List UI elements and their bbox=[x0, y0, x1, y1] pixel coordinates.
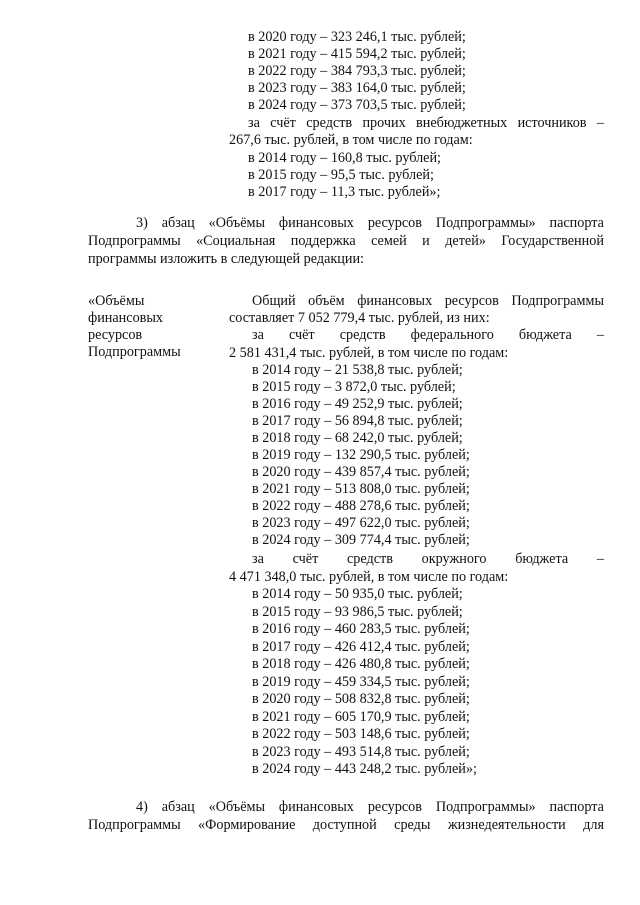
word: бюджета bbox=[515, 551, 569, 567]
word: «Объёмы bbox=[208, 215, 266, 231]
word: Подпрограммы» bbox=[435, 215, 536, 231]
district-year-line: в 2015 году – 93 986,5 тыс. рублей; bbox=[252, 604, 463, 620]
word: абзац bbox=[161, 799, 195, 815]
federal-year-line: в 2015 году – 3 872,0 тыс. рублей; bbox=[252, 379, 456, 395]
other-year-line: в 2014 году – 160,8 тыс. рублей; bbox=[248, 150, 441, 166]
para3-line3: программы изложить в следующей редакции: bbox=[88, 251, 364, 267]
word: за bbox=[252, 327, 264, 343]
word: средств bbox=[306, 115, 353, 131]
district-year-line: в 2014 году – 50 935,0 тыс. рублей; bbox=[252, 586, 463, 602]
word: ресурсов bbox=[367, 799, 422, 815]
word: средств bbox=[339, 327, 386, 343]
federal-year-line: в 2022 году – 488 278,6 тыс. рублей; bbox=[252, 498, 470, 514]
word: Государственной bbox=[501, 233, 604, 249]
word: финансовых bbox=[278, 799, 354, 815]
federal-year-line: в 2014 году – 21 538,8 тыс. рублей; bbox=[252, 362, 463, 378]
federal-year-line: в 2023 году – 497 622,0 тыс. рублей; bbox=[252, 515, 470, 531]
word: среды bbox=[394, 817, 431, 833]
word: жизнедеятельности bbox=[447, 817, 566, 833]
word: 3) bbox=[136, 215, 148, 231]
federal-year-line: в 2017 году – 56 894,8 тыс. рублей; bbox=[252, 413, 463, 429]
para3-line1 bbox=[136, 215, 604, 232]
district-year-line: в 2022 году – 503 148,6 тыс. рублей; bbox=[252, 726, 470, 742]
word: федерального bbox=[410, 327, 494, 343]
federal-line bbox=[252, 327, 604, 344]
other-year-line: в 2015 году – 95,5 тыс. рублей; bbox=[248, 167, 434, 183]
district-year-line: в 2021 году – 605 170,9 тыс. рублей; bbox=[252, 709, 470, 725]
word: семей bbox=[371, 233, 407, 249]
word: и bbox=[422, 233, 430, 249]
word: абзац bbox=[161, 215, 195, 231]
federal-year-line: в 2018 году – 68 242,0 тыс. рублей; bbox=[252, 430, 463, 446]
para3-line2 bbox=[88, 233, 604, 250]
word: прочих bbox=[362, 115, 406, 131]
district-line bbox=[252, 551, 604, 568]
word: ресурсов bbox=[367, 215, 422, 231]
word: 4) bbox=[136, 799, 148, 815]
district-year-line: в 2024 году – 443 248,2 тыс. рублей»; bbox=[252, 761, 477, 777]
word: «Объёмы bbox=[208, 799, 266, 815]
para4-line1 bbox=[136, 799, 604, 816]
word: Подпрограммы» bbox=[435, 799, 536, 815]
word: детей» bbox=[445, 233, 486, 249]
word: паспорта bbox=[549, 215, 604, 231]
district-year-line: в 2019 году – 459 334,5 тыс. рублей; bbox=[252, 674, 470, 690]
word: доступной bbox=[312, 817, 377, 833]
district-cont: 4 471 348,0 тыс. рублей, в том числе по годам: bbox=[229, 569, 509, 585]
word: для bbox=[583, 817, 604, 833]
word: поддержка bbox=[290, 233, 356, 249]
federal-year-line: в 2016 году – 49 252,9 тыс. рублей; bbox=[252, 396, 463, 412]
word: – bbox=[596, 327, 604, 343]
word: «Формирование bbox=[198, 817, 296, 833]
word: счёт bbox=[270, 115, 296, 131]
table-left-label: «Объёмы bbox=[88, 293, 145, 309]
table-left-label: финансовых bbox=[88, 310, 163, 326]
total-line bbox=[252, 293, 604, 310]
word: финансовых bbox=[357, 293, 433, 309]
top-year-line: в 2022 году – 384 793,3 тыс. рублей; bbox=[248, 63, 466, 79]
word: Подпрограммы bbox=[511, 293, 604, 309]
district-year-line: в 2016 году – 460 283,5 тыс. рублей; bbox=[252, 621, 470, 637]
word: объём bbox=[308, 293, 345, 309]
para4-line2 bbox=[88, 817, 604, 834]
district-year-line: в 2020 году – 508 832,8 тыс. рублей; bbox=[252, 691, 470, 707]
table-left-label: ресурсов bbox=[88, 327, 143, 343]
district-year-line: в 2017 году – 426 412,4 тыс. рублей; bbox=[252, 639, 470, 655]
word: Подпрограммы bbox=[88, 233, 181, 249]
word: Общий bbox=[252, 293, 296, 309]
top-year-line: в 2024 году – 373 703,5 тыс. рублей; bbox=[248, 97, 466, 113]
word: внебюджетных bbox=[416, 115, 508, 131]
federal-cont: 2 581 431,4 тыс. рублей, в том числе по годам: bbox=[229, 345, 509, 361]
federal-year-line: в 2019 году – 132 290,5 тыс. рублей; bbox=[252, 447, 470, 463]
word: счёт bbox=[288, 327, 315, 343]
word: ресурсов bbox=[444, 293, 499, 309]
top-year-line: в 2023 году – 383 164,0 тыс. рублей; bbox=[248, 80, 466, 96]
word: источников bbox=[517, 115, 587, 131]
word: паспорта bbox=[549, 799, 604, 815]
word: финансовых bbox=[278, 215, 354, 231]
other-sources-cont: 267,6 тыс. рублей, в том числе по годам: bbox=[229, 132, 473, 148]
word: – bbox=[596, 115, 604, 131]
top-year-line: в 2021 году – 415 594,2 тыс. рублей; bbox=[248, 46, 466, 62]
federal-year-line: в 2024 году – 309 774,4 тыс. рублей; bbox=[252, 532, 470, 548]
word: средств bbox=[347, 551, 393, 567]
word: бюджета bbox=[518, 327, 572, 343]
word: Подпрограммы bbox=[88, 817, 181, 833]
federal-year-line: в 2020 году – 439 857,4 тыс. рублей; bbox=[252, 464, 470, 480]
district-year-line: в 2018 году – 426 480,8 тыс. рублей; bbox=[252, 656, 470, 672]
word: за bbox=[248, 115, 260, 131]
other-sources-line bbox=[248, 115, 604, 132]
word: окружного bbox=[421, 551, 487, 567]
word: «Социальная bbox=[196, 233, 276, 249]
word: за bbox=[252, 551, 264, 567]
table-left-label: Подпрограммы bbox=[88, 344, 181, 360]
district-year-line: в 2023 году – 493 514,8 тыс. рублей; bbox=[252, 744, 470, 760]
top-year-line: в 2020 году – 323 246,1 тыс. рублей; bbox=[248, 29, 466, 45]
federal-year-line: в 2021 году – 513 808,0 тыс. рублей; bbox=[252, 481, 470, 497]
total-cont: составляет 7 052 779,4 тыс. рублей, из них: bbox=[229, 310, 490, 326]
word: счёт bbox=[292, 551, 319, 567]
word: – bbox=[596, 551, 604, 567]
other-year-line: в 2017 году – 11,3 тыс. рублей»; bbox=[248, 184, 441, 200]
